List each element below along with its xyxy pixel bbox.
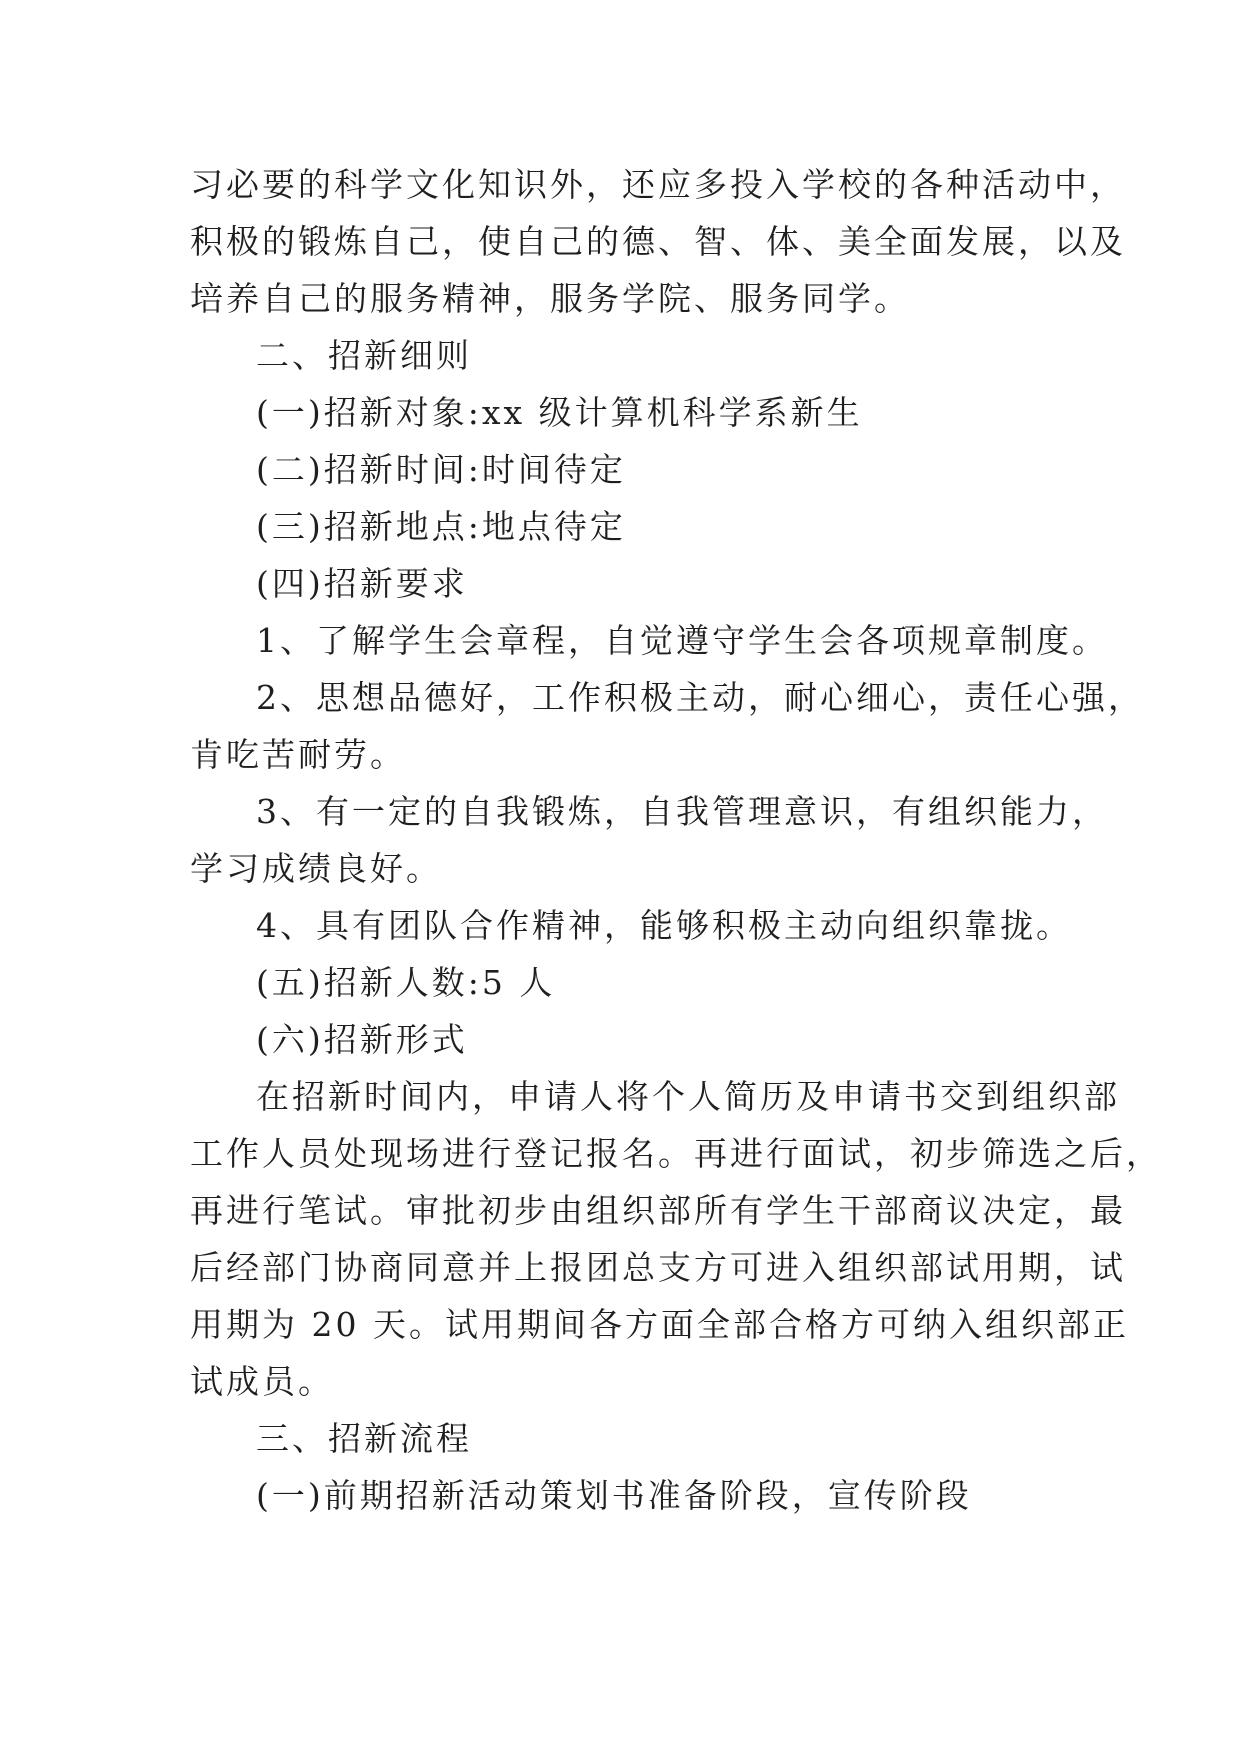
requirement-item: 1、了解学生会章程，自觉遵守学生会各项规章制度。 xyxy=(256,621,1108,660)
text-line: 再进行笔试。审批初步由组织部所有学生干部商议决定，最 xyxy=(190,1191,1126,1230)
requirement-item: 3、有一定的自我锻炼，自我管理意识，有组织能力， xyxy=(256,792,1108,831)
text-line: 后经部门协商同意并上报团总支方可进入组织部试用期，试 xyxy=(190,1248,1126,1287)
sub-item: (三)招新地点:地点待定 xyxy=(256,507,626,546)
sub-item: (二)招新时间:时间待定 xyxy=(256,450,626,489)
sub-item: (一)招新对象:xx 级计算机科学系新生 xyxy=(256,393,863,432)
sub-item: (六)招新形式 xyxy=(256,1020,468,1059)
text-line: 习必要的科学文化知识外，还应多投入学校的各种活动中， xyxy=(190,165,1126,204)
requirement-item: 2、思想品德好，工作积极主动，耐心细心，责任心强， xyxy=(256,678,1144,717)
requirement-item: 4、具有团队合作精神，能够积极主动向组织靠拢。 xyxy=(256,906,1072,945)
section-heading: 二、招新细则 xyxy=(256,336,472,375)
document-body xyxy=(190,156,1162,1524)
sub-item: (五)招新人数:5 人 xyxy=(256,963,556,1002)
sub-item: (四)招新要求 xyxy=(256,564,468,603)
text-line: 工作人员处现场进行登记报名。再进行面试，初步筛选之后， xyxy=(190,1134,1162,1173)
section-heading: 三、招新流程 xyxy=(256,1419,472,1458)
text-line: 积极的锻炼自己，使自己的德、智、体、美全面发展，以及 xyxy=(190,222,1126,261)
text-line: 肯吃苦耐劳。 xyxy=(190,735,406,774)
sub-item: (一)前期招新活动策划书准备阶段，宣传阶段 xyxy=(256,1476,972,1515)
text-line: 培养自己的服务精神，服务学院、服务同学。 xyxy=(190,279,910,318)
text-line: 试成员。 xyxy=(190,1362,334,1401)
paragraph-start: 在招新时间内，申请人将个人简历及申请书交到组织部 xyxy=(256,1077,1120,1116)
text-line: 用期为 20 天。试用期间各方面全部合格方可纳入组织部正 xyxy=(190,1305,1129,1344)
text-line: 学习成绩良好。 xyxy=(190,849,442,888)
